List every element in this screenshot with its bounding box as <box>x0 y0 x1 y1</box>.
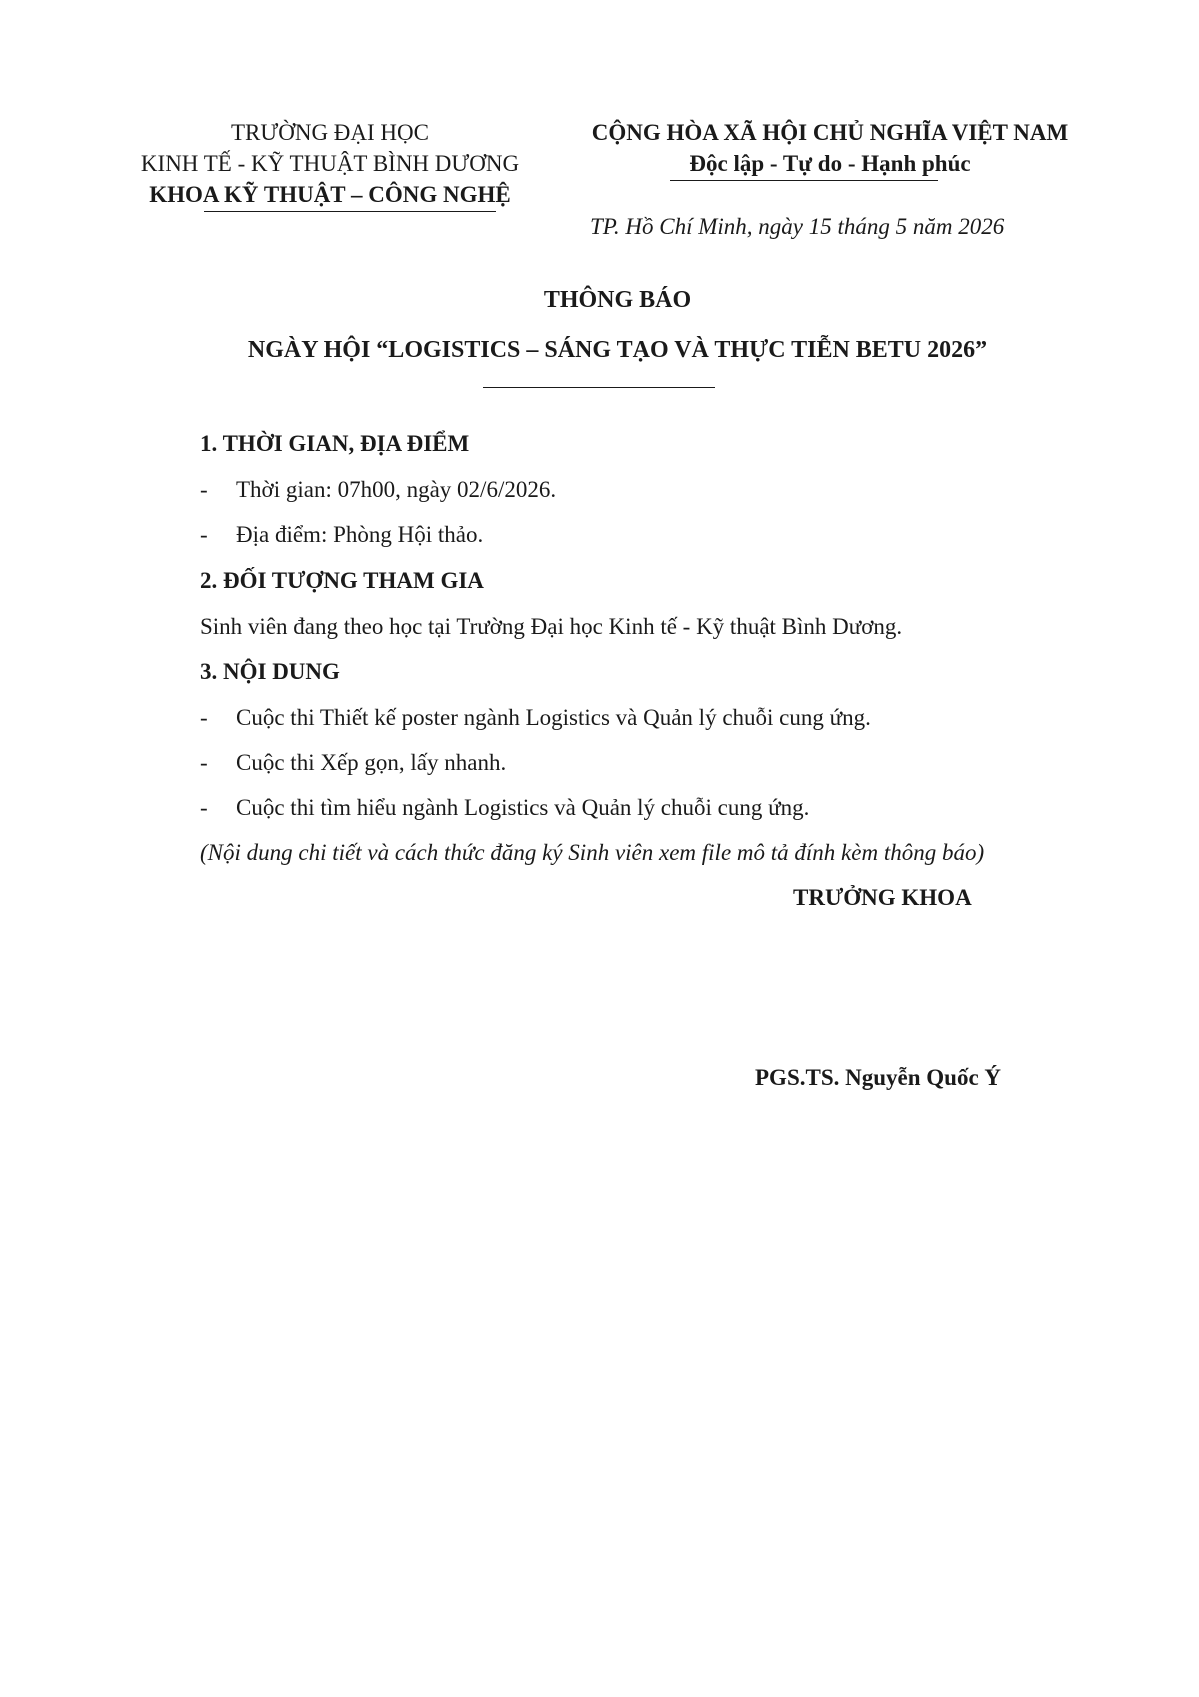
list-item <box>200 705 871 731</box>
attachment-note: (Nội dung chi tiết và cách thức đăng ký Sinh viên xem file mô tả đính kèm thông báo) <box>200 840 985 865</box>
bullet-dash: - <box>200 795 208 820</box>
bullet-dash: - <box>200 750 208 775</box>
item-text: Cuộc thi Thiết kế poster ngành Logistics và Quản lý chuỗi cung ứng. <box>236 705 871 730</box>
signature-role: TRƯỞNG KHOA <box>793 885 972 910</box>
section-heading-content: 3. NỘI DUNG <box>200 659 340 684</box>
list-item <box>200 477 556 503</box>
participants-text: Sinh viên đang theo học tại Trường Đại học Kinh tế - Kỹ thuật Bình Dương. <box>200 614 903 639</box>
motto-underline <box>670 180 938 181</box>
event-title: NGÀY HỘI “LOGISTICS – SÁNG TẠO VÀ THỰC TIỄN BETU 2026” <box>247 337 988 363</box>
title-underline <box>483 387 715 388</box>
signature-name: PGS.TS. Nguyễn Quốc Ý <box>755 1065 1002 1090</box>
item-text: Cuộc thi tìm hiểu ngành Logistics và Quản lý chuỗi cung ứng. <box>236 795 810 820</box>
national-motto: Độc lập - Tự do - Hạnh phúc <box>689 151 971 176</box>
school-name-line2: KINH TẾ - KỸ THUẬT BÌNH DƯƠNG <box>140 151 520 176</box>
bullet-dash: - <box>200 477 208 502</box>
list-item <box>200 795 809 821</box>
list-item <box>200 750 506 776</box>
item-text: Địa điểm: Phòng Hội thảo. <box>236 522 484 547</box>
bullet-dash: - <box>200 705 208 730</box>
section-heading-time-place: 1. THỜI GIAN, ĐỊA ĐIỂM <box>200 431 470 456</box>
item-text: Cuộc thi Xếp gọn, lấy nhanh. <box>236 750 507 775</box>
faculty-underline <box>204 211 496 212</box>
list-item <box>200 522 483 548</box>
section-heading-participants: 2. ĐỐI TƯỢNG THAM GIA <box>200 568 484 593</box>
date-line: TP. Hồ Chí Minh, ngày 15 tháng 5 năm 2026 <box>590 214 1005 239</box>
item-text: Thời gian: 07h00, ngày 02/6/2026. <box>236 477 557 502</box>
faculty-name: KHOA KỸ THUẬT – CÔNG NGHỆ <box>149 182 511 207</box>
bullet-dash: - <box>200 522 208 547</box>
notice-title: THÔNG BÁO <box>543 287 692 313</box>
national-title: CỘNG HÒA XÃ HỘI CHỦ NGHĨA VIỆT NAM <box>591 120 1069 145</box>
school-name: TRƯỜNG ĐẠI HỌC <box>230 120 429 145</box>
